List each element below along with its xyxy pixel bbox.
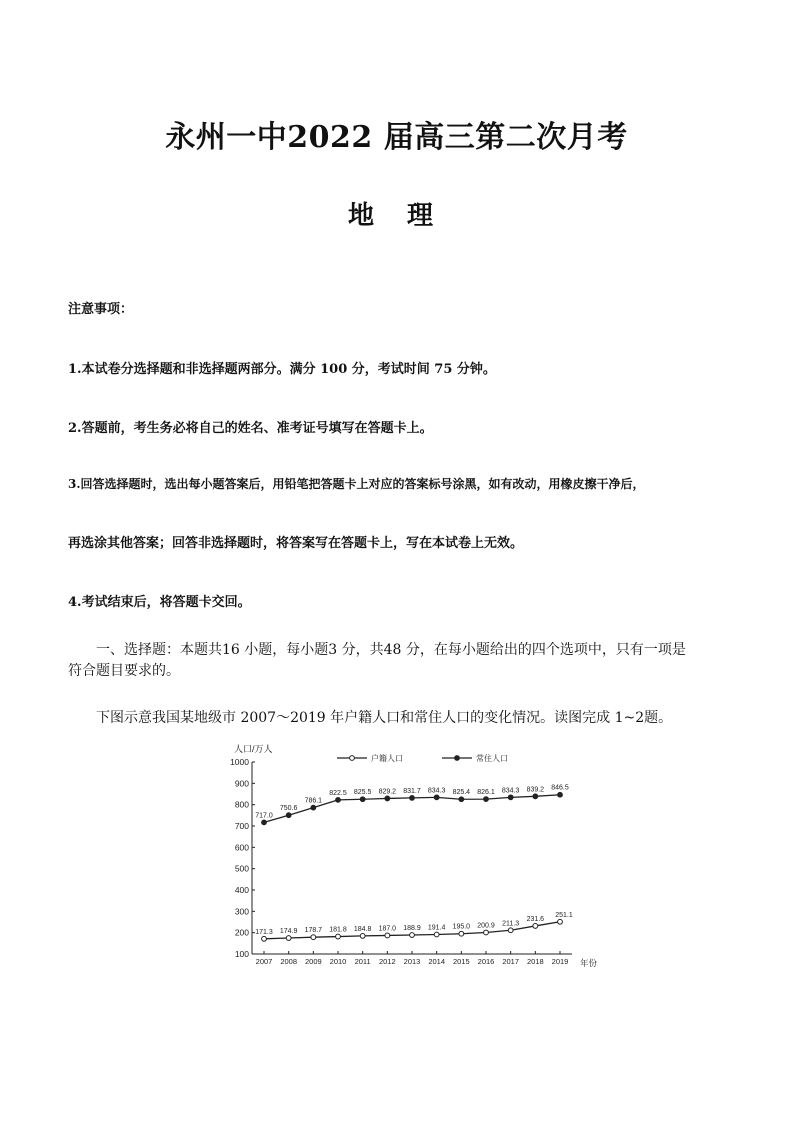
- data-point: [360, 934, 365, 939]
- section-heading-line2: 符合题目要求的。: [68, 663, 180, 679]
- data-point: [558, 792, 563, 797]
- data-point: [385, 796, 390, 801]
- data-point: [558, 919, 563, 924]
- data-label: 834.3: [427, 787, 446, 795]
- data-label: 831.7: [403, 787, 421, 795]
- x-tick-label: 2011: [354, 957, 371, 966]
- x-tick-label: 2019: [551, 957, 569, 966]
- data-label: 178.7: [304, 927, 323, 935]
- data-point: [385, 933, 390, 938]
- question-intro: 下图示意我国某地级市 2007～2019 年户籍人口和常住人口的变化情况。读图完成 1~2题。: [96, 710, 673, 726]
- data-point: [484, 797, 489, 802]
- data-label: 171.3: [255, 928, 273, 936]
- data-label: 231.6: [526, 915, 545, 923]
- exam-title: 永州一中2022 届高三第二次月考: [165, 120, 628, 155]
- x-tick-label: 2016: [477, 957, 495, 966]
- data-point: [410, 933, 415, 938]
- data-point: [336, 934, 341, 939]
- x-tick-label: 2012: [378, 957, 396, 966]
- population-chart: [222, 740, 602, 972]
- x-tick-label: 2009: [304, 957, 322, 966]
- data-label: 184.8: [353, 925, 372, 933]
- subject-title: 地 理: [347, 201, 446, 231]
- data-label: 181.8: [329, 926, 347, 934]
- x-axis-label: 年份: [580, 958, 598, 968]
- notes-heading: 注意事项：: [68, 302, 134, 317]
- data-label: 211.3: [502, 920, 520, 928]
- data-point: [311, 935, 316, 940]
- data-point: [508, 928, 513, 933]
- y-tick-label: 1000: [230, 757, 249, 767]
- data-label: 200.9: [477, 922, 495, 930]
- data-label: 717.0: [255, 812, 273, 820]
- data-label: 187.0: [378, 925, 397, 933]
- x-tick-label: 2017: [502, 957, 520, 966]
- data-label: 846.5: [551, 784, 569, 792]
- data-point: [434, 932, 439, 937]
- y-tick-label: 900: [234, 778, 249, 789]
- data-label: 786.1: [304, 797, 323, 805]
- legend-label: 户籍人口: [371, 754, 403, 763]
- data-point: [410, 796, 415, 801]
- data-point: [508, 795, 513, 800]
- data-point: [360, 797, 365, 802]
- population-line-chart: [222, 740, 602, 972]
- data-label: 825.4: [452, 789, 471, 797]
- data-point: [262, 820, 267, 825]
- data-label: 825.5: [353, 789, 372, 797]
- data-point: [434, 795, 439, 800]
- data-point: [262, 936, 267, 941]
- note-item-1: 1.本试卷分选择题和非选择题两部分。满分 100 分，考试时间 75 分钟。: [68, 362, 496, 377]
- y-tick-label: 200: [234, 927, 249, 938]
- x-tick-label: 2014: [428, 957, 446, 966]
- data-point: [484, 930, 489, 935]
- data-point: [336, 797, 341, 802]
- x-tick-label: 2007: [255, 957, 273, 966]
- y-tick-label: 600: [234, 842, 249, 853]
- y-tick-label: 800: [234, 799, 249, 810]
- y-tick-label: 700: [234, 821, 249, 831]
- x-tick-label: 2015: [452, 957, 470, 966]
- y-tick-label: 500: [234, 863, 249, 874]
- data-point: [459, 797, 464, 802]
- y-axis-label: 人口/万人: [234, 744, 273, 754]
- x-tick-label: 2010: [329, 957, 347, 966]
- legend-label: 常住人口: [476, 754, 508, 763]
- note-item-2: 2.答题前，考生务必将自己的姓名、准考证号填写在答题卡上。: [68, 421, 433, 436]
- y-tick-label: 400: [234, 885, 249, 895]
- data-label: 195.0: [452, 923, 471, 931]
- data-label: 750.6: [279, 805, 298, 813]
- data-point: [459, 931, 464, 936]
- data-point: [286, 936, 291, 941]
- data-label: 839.2: [526, 786, 545, 794]
- data-label: 822.5: [329, 789, 347, 797]
- y-tick-label: 100: [234, 949, 249, 959]
- data-label: 191.4: [427, 924, 446, 932]
- data-label: 251.1: [555, 911, 573, 919]
- data-point: [311, 805, 316, 810]
- legend-marker: [455, 756, 460, 761]
- data-point: [533, 794, 538, 799]
- data-label: 834.3: [501, 787, 520, 795]
- data-label: 188.9: [403, 925, 421, 933]
- data-point: [533, 924, 538, 929]
- x-tick-label: 2018: [526, 957, 544, 966]
- note-item-4: 4.考试结束后，将答题卡交回。: [68, 595, 251, 610]
- x-tick-label: 2013: [403, 957, 421, 966]
- legend-marker: [350, 756, 355, 761]
- x-tick-label: 2008: [280, 957, 298, 966]
- y-tick-label: 300: [234, 906, 249, 917]
- data-label: 829.2: [378, 788, 397, 796]
- data-label: 826.1: [477, 789, 495, 797]
- data-label: 174.9: [279, 928, 298, 936]
- note-item-3-continued: 再选涂其他答案；回答非选择题时，将答案写在答题卡上，写在本试卷上无效。: [68, 536, 524, 551]
- data-point: [286, 813, 291, 818]
- note-item-3: 3.回答选择题时，选出每小题答案后，用铅笔把答题卡上对应的答案标号涂黑，如有改动，用橡皮擦干净后，: [68, 477, 645, 491]
- section-heading-line1: 一、选择题：本题共16 小题，每小题3 分，共48 分，在每小题给出的四个选项中，只有一项是: [96, 642, 686, 658]
